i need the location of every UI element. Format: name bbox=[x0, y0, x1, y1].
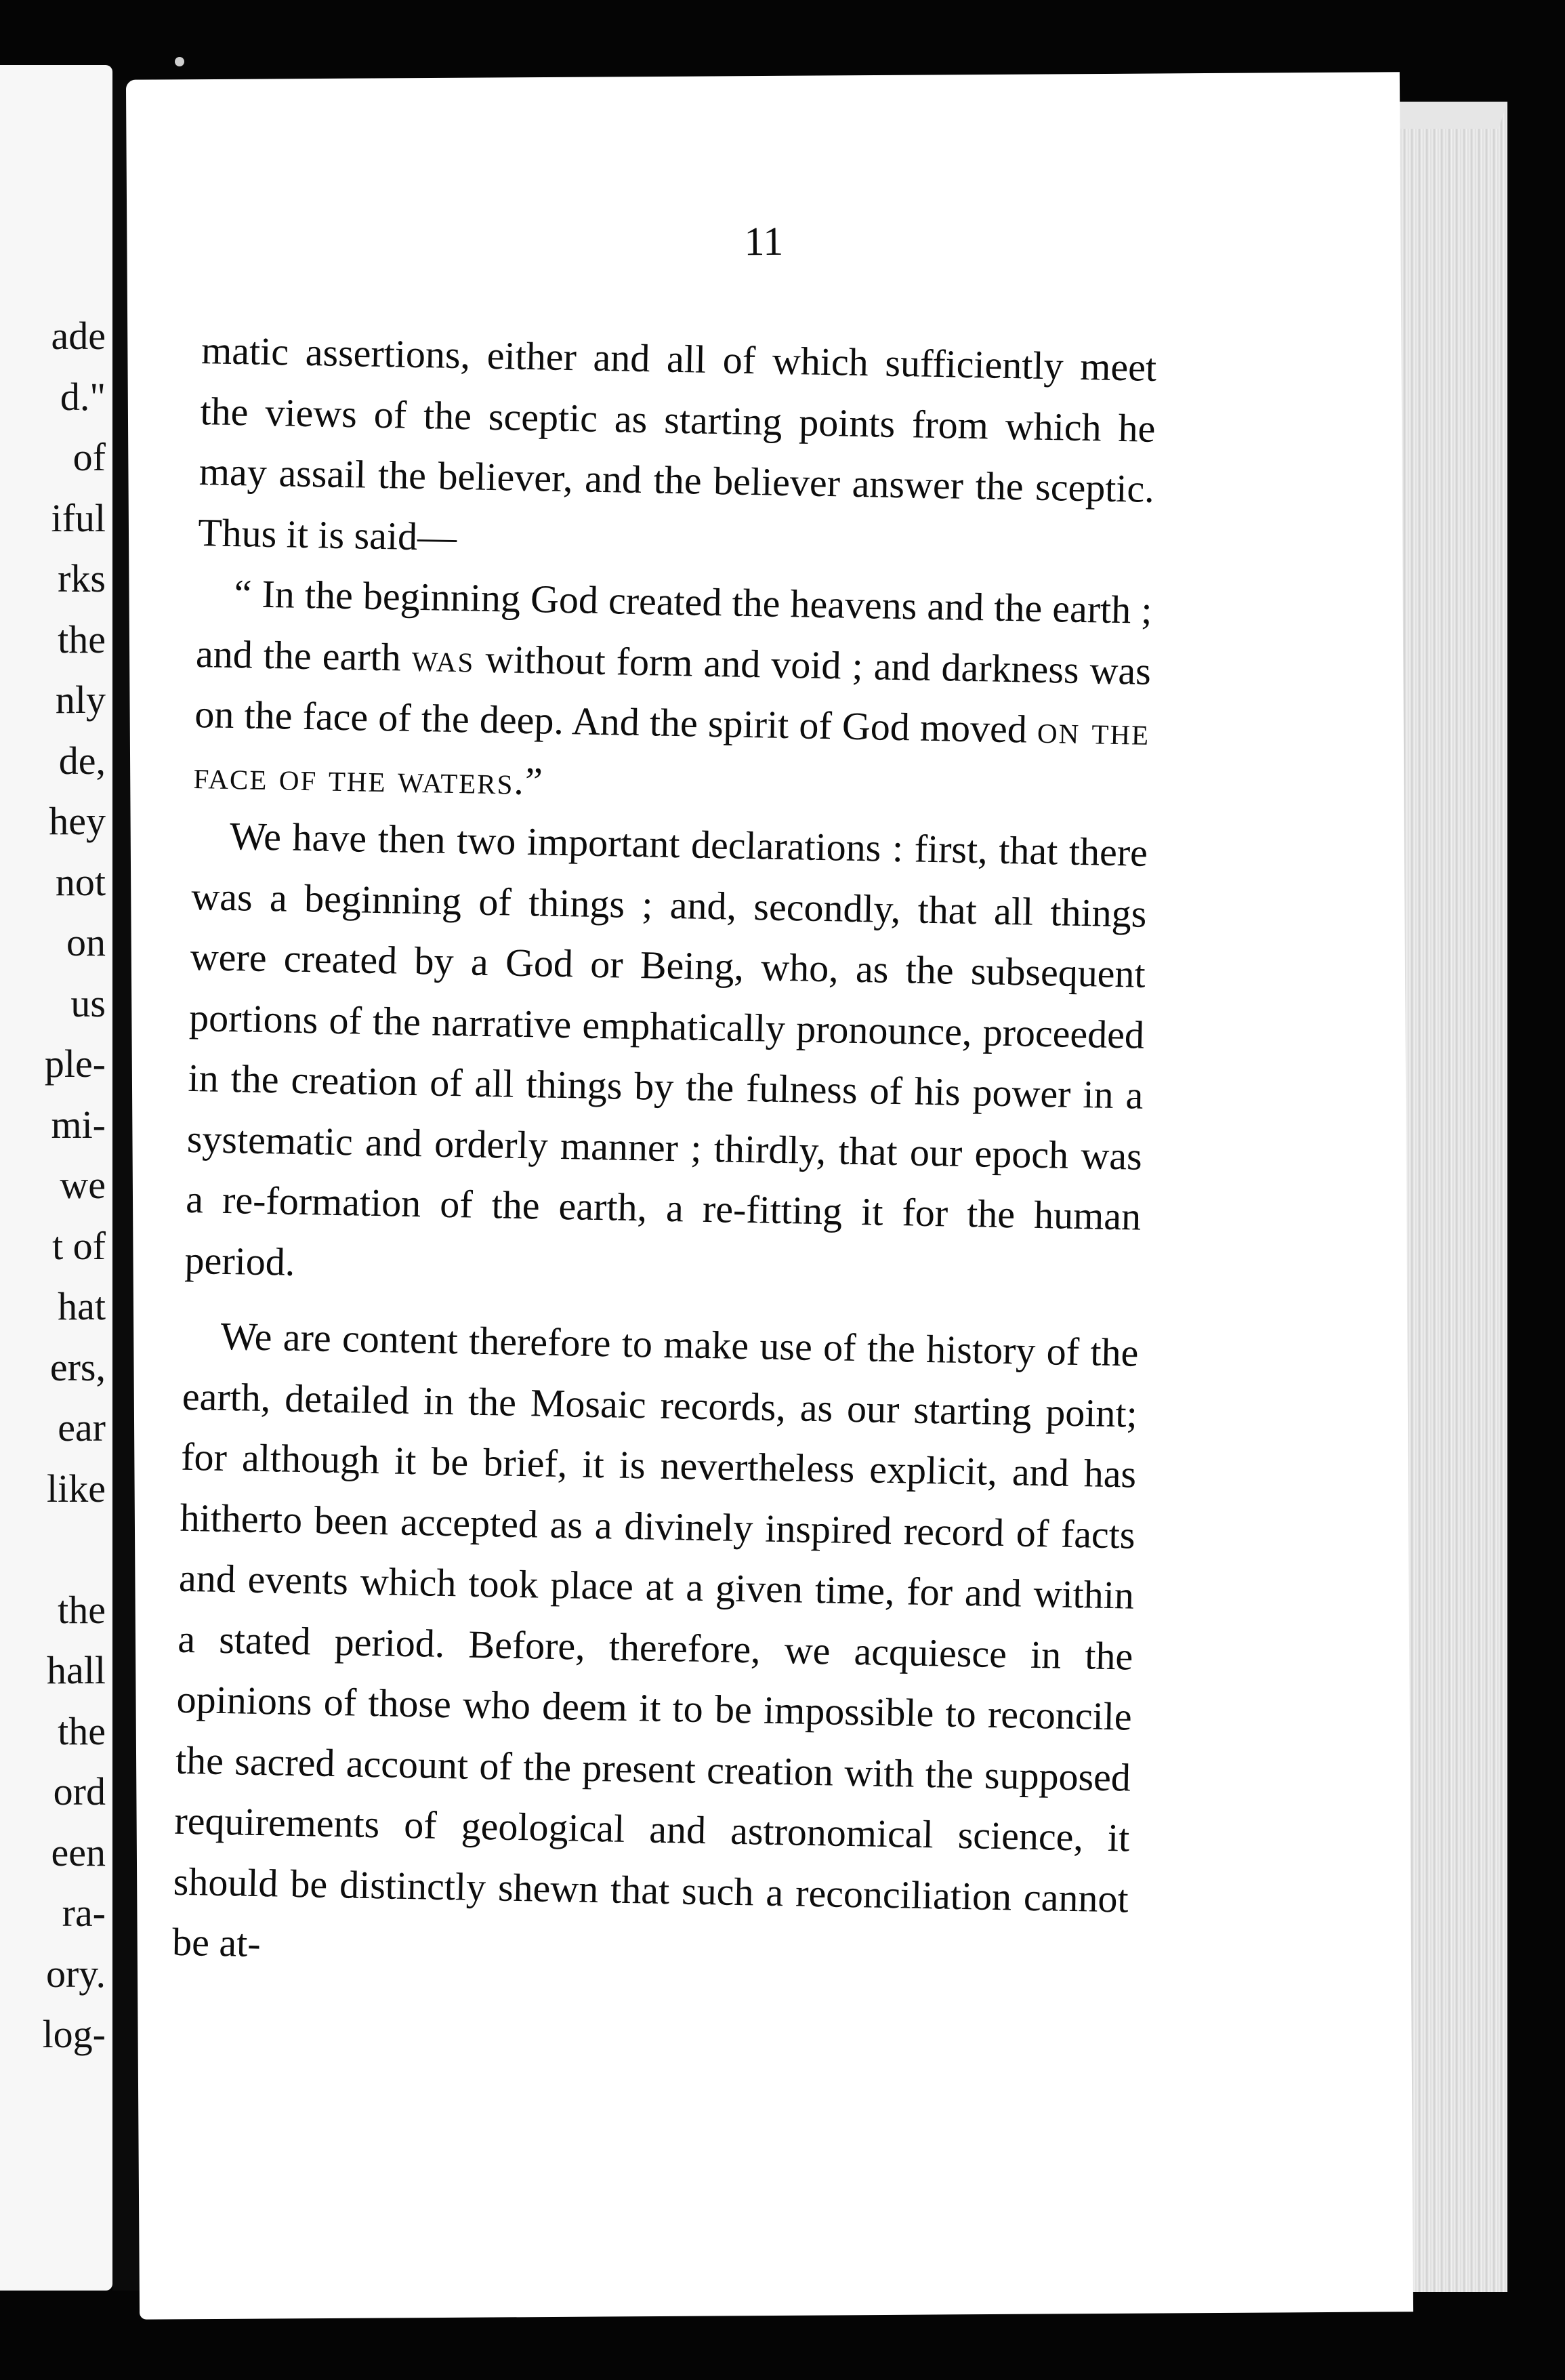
left-page-text-fragments bbox=[0, 306, 106, 2065]
paragraph-continuation: matic assertions, either and all of which sufficiently meet the views of the sceptic as starting points from which he may assail the believer, and the believer answer the sceptic. Thus it is said— bbox=[197, 328, 1157, 559]
left-line: rks bbox=[58, 556, 106, 600]
left-line: ade bbox=[51, 314, 106, 358]
quote-text-before: “ In the beginning God created the heavens and the earth ; and the earth bbox=[195, 571, 1153, 680]
left-line: log- bbox=[42, 2012, 106, 2056]
left-line: the bbox=[58, 1587, 106, 1632]
paragraph-declarations: We have then two important declarations : first, that there was a beginning of things ; and, secondly, that all things were created by a God or Being, who, as the subsequent portions of the narrative emphatically pronounce, proceeded in the creation of all things by the fulness of his power in a systematic and orderly manner ; thirdly, that our epoch was a re-formation of the earth, a re-fitting it for the human period. bbox=[184, 813, 1148, 1284]
scan-speck bbox=[175, 57, 184, 66]
left-line: nly bbox=[55, 678, 106, 722]
page-number: 11 bbox=[744, 218, 784, 264]
left-line: of bbox=[72, 435, 106, 479]
left-line: we bbox=[60, 1163, 106, 1207]
left-line: ory. bbox=[45, 1951, 106, 1996]
left-facing-page bbox=[0, 65, 112, 2291]
left-line: ple- bbox=[44, 1042, 106, 1086]
left-line: ord bbox=[53, 1769, 106, 1813]
left-line: de, bbox=[58, 738, 106, 783]
left-line: hat bbox=[58, 1284, 106, 1328]
quote-emphasis-waters: on the face of the waters. bbox=[193, 707, 1150, 803]
left-line: mi- bbox=[51, 1102, 106, 1147]
left-line: ra- bbox=[62, 1891, 106, 1935]
genesis-quotation bbox=[193, 562, 1152, 823]
left-line: the bbox=[58, 1708, 106, 1753]
left-line: een bbox=[51, 1830, 106, 1874]
left-line: ers, bbox=[49, 1345, 106, 1389]
left-line: the bbox=[58, 617, 106, 661]
quote-text-after: ” bbox=[524, 758, 543, 803]
left-line: hey bbox=[49, 799, 106, 843]
left-line: iful bbox=[51, 495, 106, 540]
left-line: us bbox=[70, 981, 106, 1025]
left-line: like bbox=[47, 1466, 106, 1511]
paragraph-mosaic-records: We are content therefore to make use of the history of the earth, detailed in the Mosaic records, as our starting point; for although it be brief, it is nevertheless explicit, and has hitherto been accepted as a divinely inspired record of facts and events which took place at a given time, for and within a stated period. Before, therefore, we acquiesce in the opinions of those who deem it to be impossible to reconcile the sacred account of the present creation with the supposed requirements of geological and astronomical science, it should be distinctly shewn that such a reconciliation cannot be at- bbox=[171, 1313, 1139, 1966]
left-line: t of bbox=[52, 1223, 106, 1268]
left-line: on bbox=[66, 920, 106, 964]
quote-text-middle: without form and void ; and darkness was on the face of the deep. And the spirit of God moved bbox=[194, 636, 1152, 752]
right-page bbox=[126, 72, 1413, 2319]
left-line: d." bbox=[60, 374, 106, 419]
left-line: not bbox=[55, 859, 106, 904]
left-line: hall bbox=[47, 1648, 106, 1692]
quote-emphasis-was: was bbox=[411, 635, 475, 681]
page-body-text bbox=[171, 320, 1156, 1990]
left-line bbox=[0, 1519, 106, 1580]
left-line: ear bbox=[58, 1406, 106, 1450]
